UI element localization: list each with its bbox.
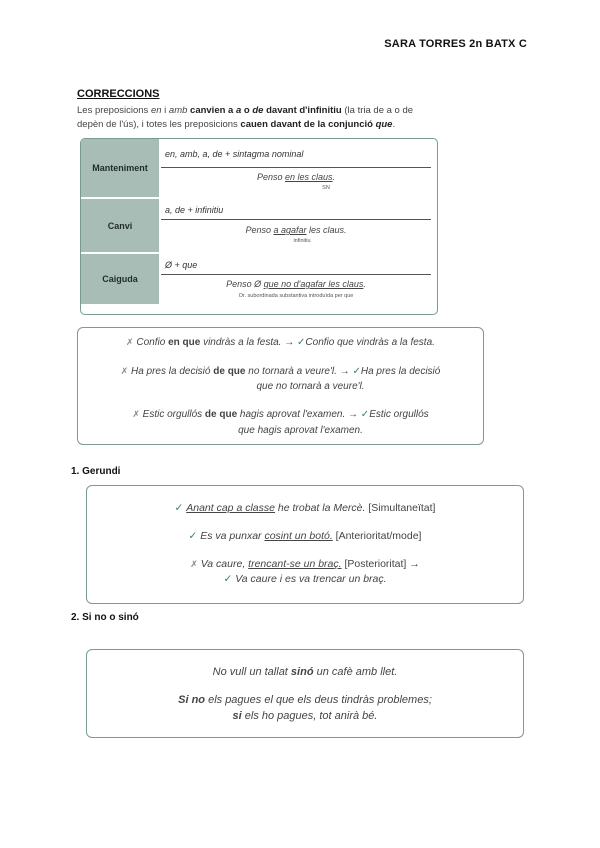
row-label: Caiguda (81, 254, 159, 304)
check-icon: ✓ (223, 573, 233, 585)
check-icon: ✓ (174, 502, 184, 514)
row-example: Penso Ø que no d'agafar les claus. (226, 279, 366, 289)
cross-icon: ✗ (132, 409, 140, 419)
table-row (81, 139, 437, 199)
example-line: ✓ Es va punxar cosint un botó. [Anterioritat/mode] (188, 530, 422, 542)
example-line: Si no els pagues el que els deus tindràs problemes; (178, 694, 432, 706)
row-rule: a, de + infinitiu (165, 205, 224, 215)
example-line: ✗ Confio en que vindràs a la festa. → ✓Confio que vindràs a la festa. (126, 337, 435, 348)
gerundi-box (86, 485, 524, 604)
heading-si-no-sino: 2. Si no o sinó (71, 612, 139, 623)
row-annotation: infinitiu (293, 238, 311, 244)
row-example: Penso a agafar les claus. (245, 225, 347, 235)
divider (161, 219, 431, 220)
example-line: ✗ Ha pres la decisió de que no tornarà a veure'l. → ✓Ha pres la decisió (120, 366, 441, 377)
row-annotation: SN (322, 185, 330, 191)
preposition-table (80, 138, 438, 315)
example-line: ✗ Va caure, trencant-se un braç. [Posterioritat] → (190, 558, 420, 570)
row-rule: en, amb, a, de + sintagma nominal (165, 149, 304, 159)
divider (161, 274, 431, 275)
author-name: SARA TORRES 2n BATX C (384, 38, 527, 50)
example-line: No vull un tallat sinó un cafè amb llet. (212, 666, 398, 678)
table-row (81, 199, 437, 254)
example-line: ✓ Va caure i es va trencar un braç. (223, 573, 387, 585)
heading-gerundi: 1. Gerundi (71, 466, 121, 477)
example-line: ✗ Estic orgullós de que hagis aprovat l'examen. → ✓Estic orgullós (132, 409, 429, 420)
example-line: que no tornarà a veure'l. (256, 381, 365, 392)
row-label: Manteniment (81, 139, 159, 199)
sino-box (86, 649, 524, 738)
row-annotation: Or. subordinada substantiva introduïda per que (238, 293, 354, 299)
cross-icon: ✗ (126, 337, 134, 347)
check-icon: ✓ (352, 366, 361, 377)
check-icon: ✓ (188, 530, 198, 542)
row-rule: Ø + que (165, 260, 198, 270)
intro-paragraph: Les preposicions en i amb canvien a a o de davant d'infinitiu (la tria de a o de depèn de l'ús), i totes les preposicions cauen davant de la conjunció que. (77, 105, 414, 130)
row-label: Canvi (81, 199, 159, 254)
cross-icon: ✗ (190, 559, 198, 569)
row-example: Penso en les claus. (256, 172, 336, 182)
example-line: si els ho pagues, tot anirà bé. (232, 710, 378, 722)
example-line: ✓ Anant cap a classe he trobat la Mercè. [Simultaneïtat] (174, 502, 436, 514)
check-icon: ✓ (360, 409, 370, 420)
divider (161, 167, 431, 168)
example-line: que hagis aprovat l'examen. (238, 425, 363, 436)
section-title: CORRECCIONS (77, 88, 160, 100)
check-icon: ✓ (297, 337, 306, 348)
cross-icon: ✗ (120, 366, 129, 376)
table-row (81, 254, 437, 314)
que-errors-box (77, 327, 484, 445)
